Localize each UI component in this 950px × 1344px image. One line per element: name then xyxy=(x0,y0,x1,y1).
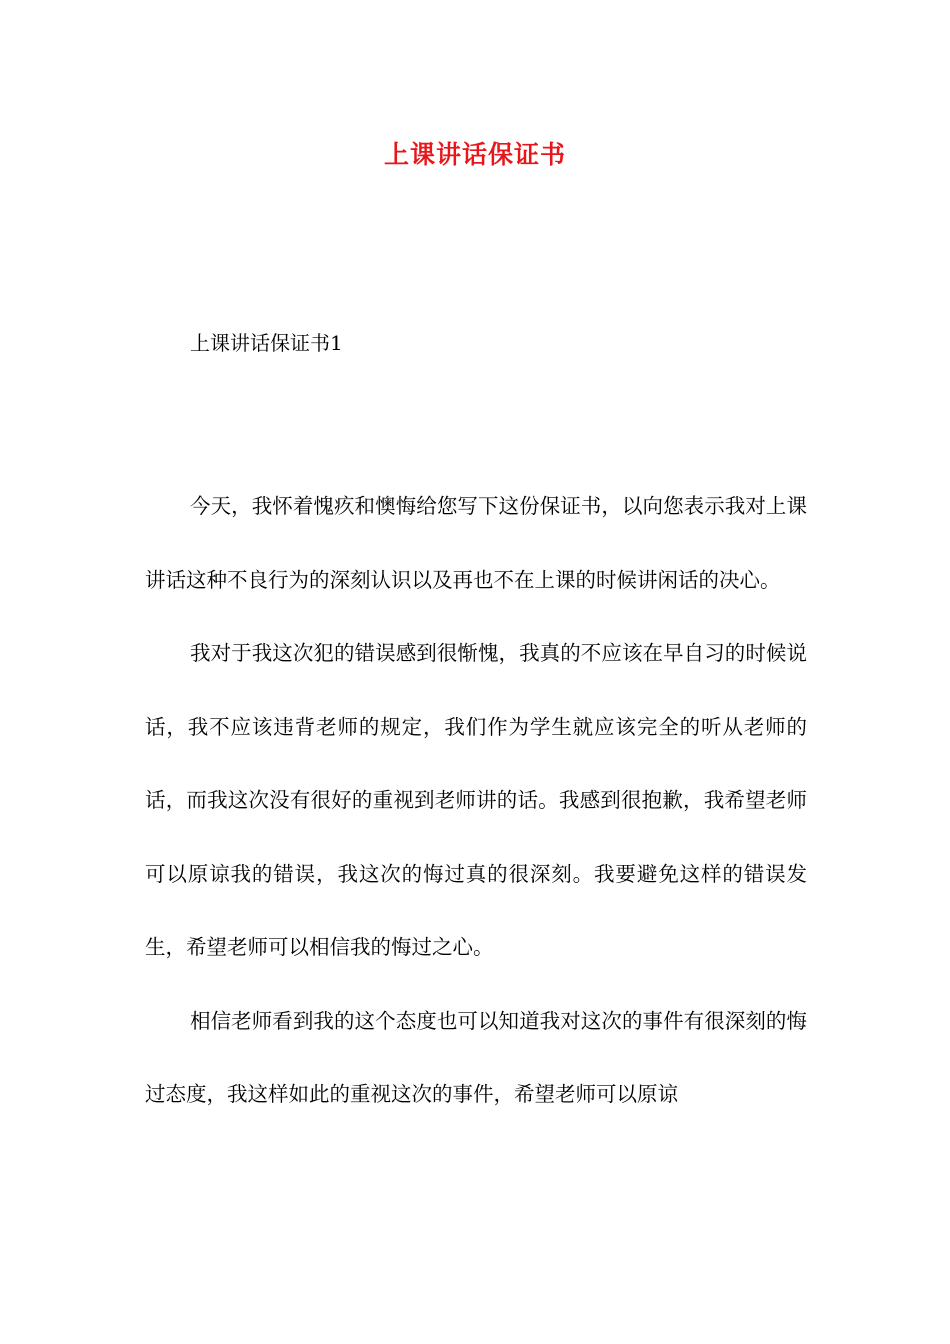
paragraph-1: 今天，我怀着愧疚和懊悔给您写下这份保证书，以向您表示我对上课讲话这种不良行为的深刻认识以及再也不在上课的时候讲闲话的决心。 xyxy=(145,494,807,592)
section-heading: 上课讲话保证书1 xyxy=(190,331,343,355)
paragraph-3: 相信老师看到我的这个态度也可以知道我对这次的事件有很深刻的悔过态度，我这样如此的重视这次的事件，希望老师可以原谅 xyxy=(145,1008,807,1106)
document-title: 上课讲话保证书 xyxy=(383,140,566,169)
paragraph-2: 我对于我这次犯的错误感到很惭愧，我真的不应该在早自习的时候说话，我不应该违背老师的规定，我们作为学生就应该完全的听从老师的话，而我这次没有很好的重视到老师讲的话。我感到很抱歉，我希望老师可以原谅我的错误，我这次的悔过真的很深刻。我要避免这样的错误发生，希望老师可以相信我的悔过之心。 xyxy=(145,641,807,959)
document-body xyxy=(145,470,807,1132)
